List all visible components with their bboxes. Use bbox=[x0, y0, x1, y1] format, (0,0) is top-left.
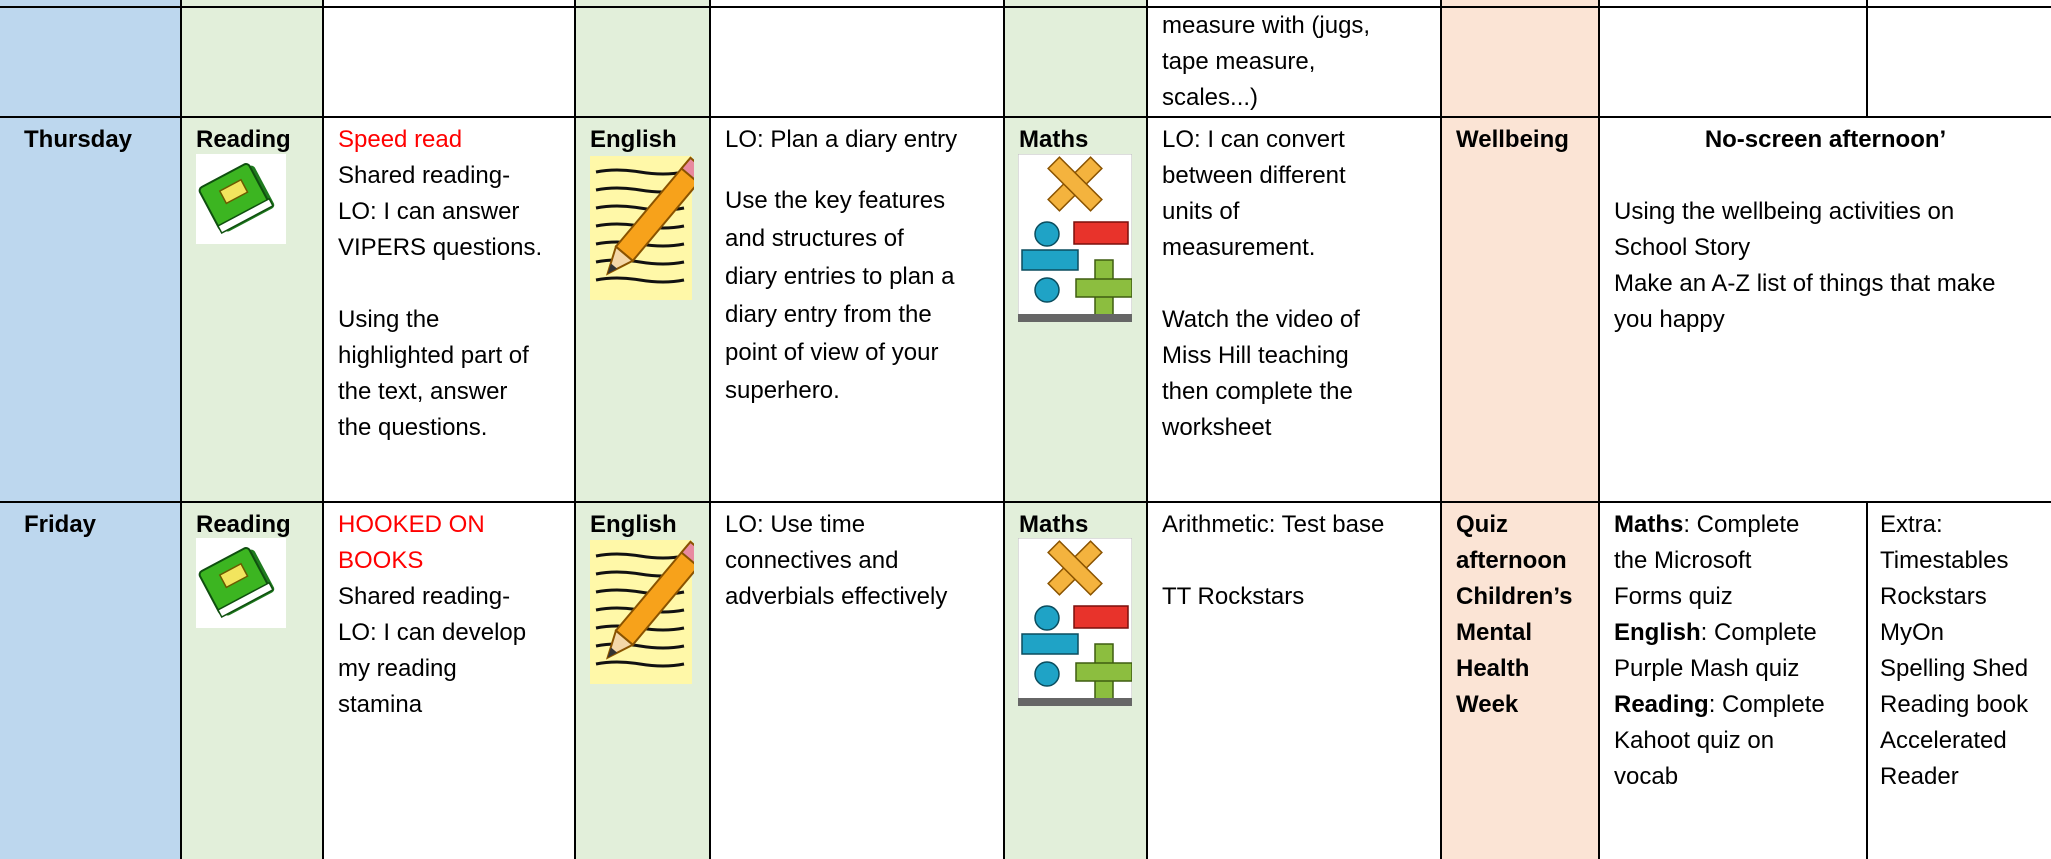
text-line: Watch the video of bbox=[1162, 306, 1360, 333]
text-line: Make an A-Z list of things that make bbox=[1614, 270, 1996, 297]
column-divider bbox=[1440, 0, 1442, 859]
text-line: Using the bbox=[338, 306, 440, 333]
friday-quiz-cell bbox=[1600, 503, 1866, 859]
afternoon-title: No-screen afternoon’ bbox=[1704, 126, 1947, 153]
thursday-english-cell bbox=[711, 118, 1003, 500]
text-line: the Microsoft bbox=[1614, 547, 1752, 574]
text-line: Children’s bbox=[1456, 583, 1573, 610]
text-line: Purple Mash quiz bbox=[1614, 655, 1800, 682]
maths-symbols-icon bbox=[1018, 154, 1132, 322]
text-line: scales...) bbox=[1162, 84, 1259, 111]
text-line: point of view of your bbox=[725, 339, 939, 366]
text-line: Week bbox=[1456, 691, 1519, 718]
maths-symbols-icon bbox=[1018, 538, 1132, 706]
text-line: you happy bbox=[1614, 306, 1725, 333]
subject-label-reading: Reading bbox=[196, 126, 291, 153]
reading-title: HOOKED ON bbox=[338, 511, 485, 538]
text-line: Mental bbox=[1456, 619, 1533, 646]
text-line: diary entry from the bbox=[725, 301, 932, 328]
text-line: afternoon bbox=[1456, 547, 1567, 574]
column-divider bbox=[1866, 0, 1868, 116]
text-line: Accelerated bbox=[1880, 727, 2007, 754]
text-line: tape measure, bbox=[1162, 48, 1316, 75]
row-divider bbox=[0, 6, 2051, 8]
subject-label-english: English bbox=[590, 511, 677, 538]
row-divider bbox=[0, 116, 2051, 118]
text-line: Forms quiz bbox=[1614, 583, 1733, 610]
text-line: Use the key features bbox=[725, 187, 946, 214]
pencil-notepad-icon bbox=[588, 538, 694, 686]
text-line: LO: Use time bbox=[725, 511, 866, 538]
subject-label-english: English bbox=[590, 126, 677, 153]
text-line: LO: I can convert bbox=[1162, 126, 1345, 153]
text-line: connectives and bbox=[725, 547, 899, 574]
friday-maths-cell bbox=[1148, 503, 1440, 859]
text-line: and structures of bbox=[725, 225, 904, 252]
text-line: adverbials effectively bbox=[725, 583, 948, 610]
text-line: diary entries to plan a bbox=[725, 263, 955, 290]
quiz-subject: Maths bbox=[1614, 511, 1684, 538]
text-line: TT Rockstars bbox=[1162, 583, 1305, 610]
friday-reading-cell bbox=[324, 503, 574, 859]
top-maths-cell bbox=[1148, 4, 1440, 114]
text-line: Shared reading- bbox=[338, 583, 511, 610]
text-line: Quiz bbox=[1456, 511, 1508, 538]
text-line: LO: I can develop bbox=[338, 619, 527, 646]
text-line: Rockstars bbox=[1880, 583, 1987, 610]
subject-label-reading: Reading bbox=[196, 511, 291, 538]
text-line: the questions. bbox=[338, 414, 488, 441]
subject-label-maths: Maths bbox=[1019, 126, 1089, 153]
text-line: Miss Hill teaching bbox=[1162, 342, 1349, 369]
thursday-afternoon-cell bbox=[1600, 118, 2051, 500]
text-line: Using the wellbeing activities on bbox=[1614, 198, 1955, 225]
text-line: superhero. bbox=[725, 377, 840, 404]
column-divider bbox=[180, 0, 182, 859]
column-divider bbox=[1866, 501, 1868, 859]
text-line: my reading bbox=[338, 655, 457, 682]
friday-extra-cell bbox=[1868, 503, 2051, 859]
text-line: LO: I can answer bbox=[338, 198, 520, 225]
text-line: Spelling Shed bbox=[1880, 655, 2029, 682]
text-line: Reader bbox=[1880, 763, 1959, 790]
text-line: measurement. bbox=[1162, 234, 1316, 261]
column-divider bbox=[709, 0, 711, 859]
text-line: the text, answer bbox=[338, 378, 508, 405]
text-line: stamina bbox=[338, 691, 423, 718]
thursday-reading-cell bbox=[324, 118, 574, 500]
text-line: Health bbox=[1456, 655, 1530, 682]
row-divider bbox=[0, 501, 2051, 503]
text-line: highlighted part of bbox=[338, 342, 529, 369]
text-line: LO: Plan a diary entry bbox=[725, 126, 958, 153]
column-divider bbox=[574, 0, 576, 859]
text-line: : Complete bbox=[1708, 691, 1825, 718]
afternoon-label-quiz bbox=[1442, 503, 1598, 859]
text-line: Kahoot quiz on bbox=[1614, 727, 1775, 754]
quiz-subject: Reading bbox=[1614, 691, 1709, 718]
text-line: Timestables bbox=[1880, 547, 2009, 574]
subject-label-maths: Maths bbox=[1019, 511, 1089, 538]
text-line: then complete the bbox=[1162, 378, 1353, 405]
column-divider bbox=[1003, 0, 1005, 859]
text-line: between different bbox=[1162, 162, 1346, 189]
text-line: School Story bbox=[1614, 234, 1751, 261]
text-line: worksheet bbox=[1162, 414, 1272, 441]
reading-title: Speed read bbox=[338, 126, 463, 153]
text-line: : Complete bbox=[1700, 619, 1817, 646]
text-line: Extra: bbox=[1880, 511, 1943, 538]
text-line: units of bbox=[1162, 198, 1240, 225]
book-icon bbox=[196, 538, 286, 628]
friday-english-cell bbox=[711, 503, 1003, 859]
thursday-maths-cell bbox=[1148, 118, 1440, 500]
text-line: Arithmetic: Test base bbox=[1162, 511, 1385, 538]
book-icon bbox=[196, 154, 286, 244]
text-line: measure with (jugs, bbox=[1162, 12, 1371, 39]
column-divider bbox=[322, 0, 324, 859]
reading-title: BOOKS bbox=[338, 547, 424, 574]
quiz-subject: English bbox=[1614, 619, 1701, 646]
text-line: MyOn bbox=[1880, 619, 1945, 646]
day-label-thursday: Thursday bbox=[24, 126, 133, 153]
text-line: Reading book bbox=[1880, 691, 2029, 718]
column-divider bbox=[1146, 0, 1148, 859]
afternoon-label-wellbeing: Wellbeing bbox=[1456, 126, 1569, 153]
pencil-notepad-icon bbox=[588, 154, 694, 302]
text-line: VIPERS questions. bbox=[338, 234, 543, 261]
day-label-friday: Friday bbox=[24, 511, 97, 538]
text-line: Shared reading- bbox=[338, 162, 511, 189]
text-line: : Complete bbox=[1683, 511, 1800, 538]
text-line: vocab bbox=[1614, 763, 1679, 790]
column-divider bbox=[1598, 0, 1600, 859]
